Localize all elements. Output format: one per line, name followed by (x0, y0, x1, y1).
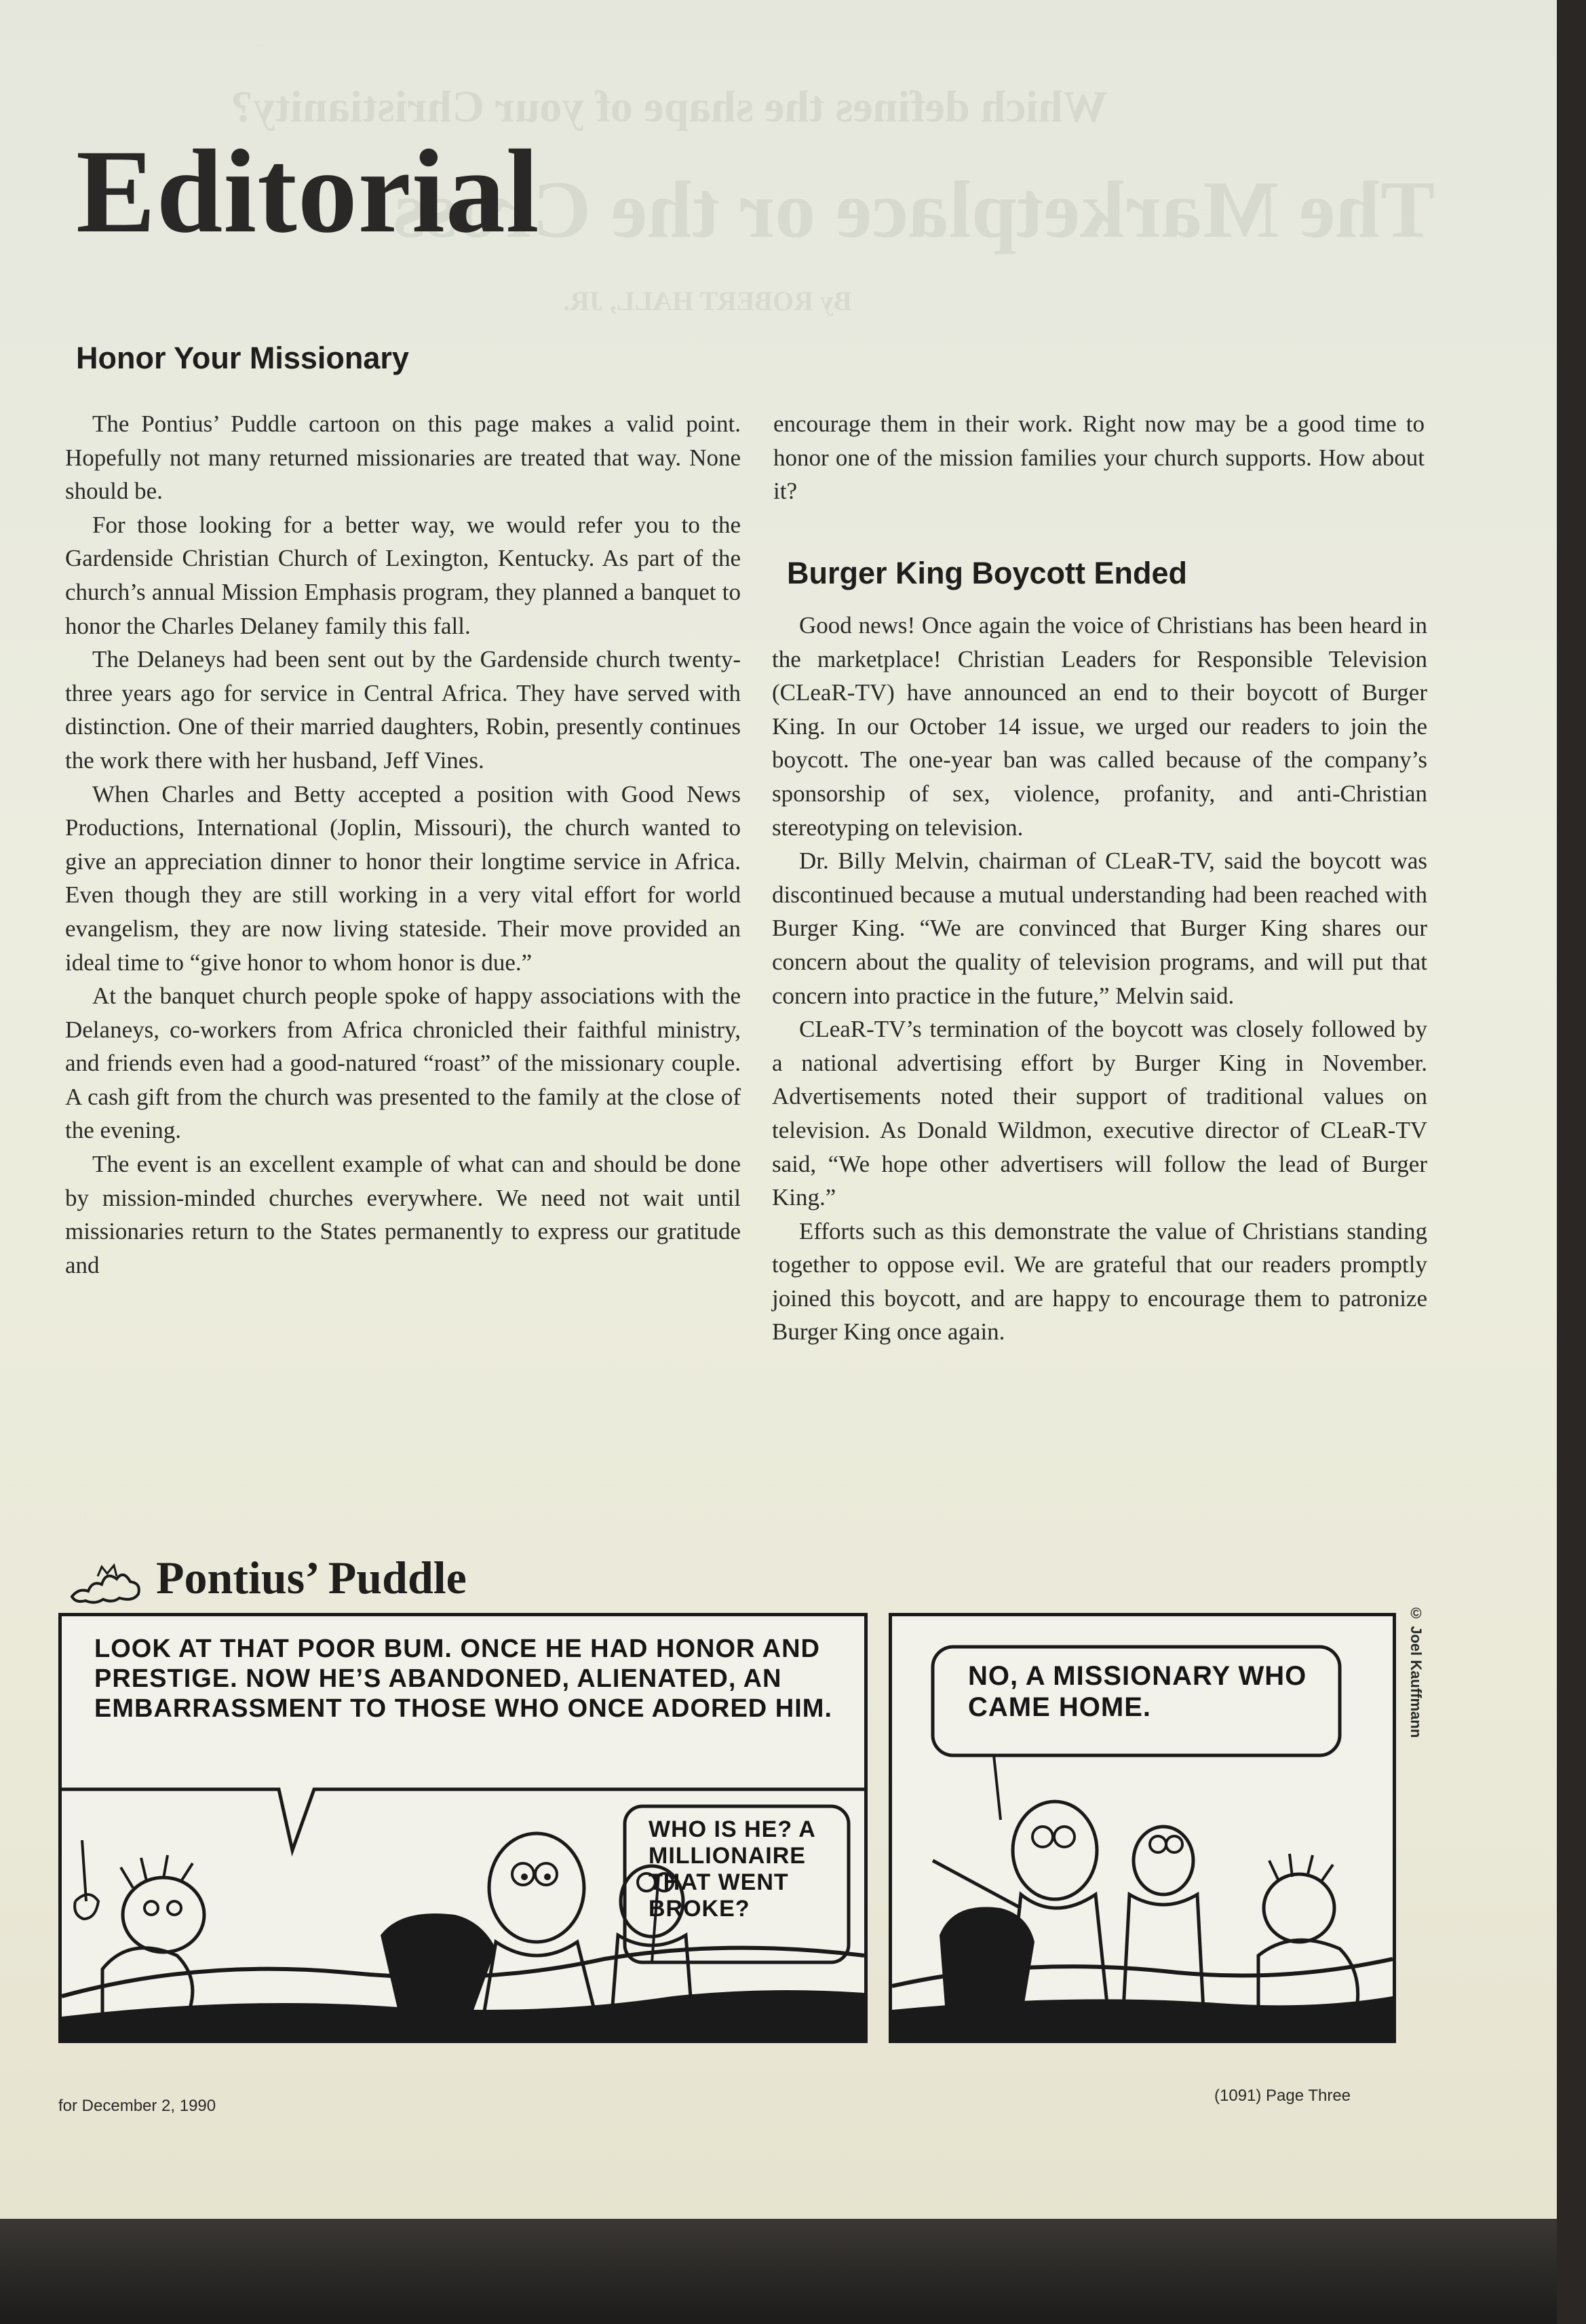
speech-bubble-text: LOOK AT THAT POOR BUM. ONCE HE HAD HONOR AND PRESTIGE. NOW HE’S ABANDONED, ALIENATED, AN EMBARRASSMENT TO THOSE WHO ONCE ADORED HIM. (94, 1635, 833, 1723)
comic-panel-2 (889, 1613, 1396, 2043)
comic-panel-1 (58, 1613, 868, 2043)
paragraph: When Charles and Betty accepted a position with Good News Productions, International (Joplin, Missouri), the church wanted to give an appreciation dinner to honor their longtime service in Africa. Even though they are still working in a very vital effort for world evangelism, they are now living stateside. Their move provided an ideal time to “give honor to whom honor is due.” (65, 780, 741, 976)
puddle-logo-icon (65, 1550, 147, 1605)
page-number: (1091) Page Three (1214, 2087, 1351, 2105)
paragraph: encourage them in their work. Right now may be a good time to honor one of the mission families your church supports. How about it? (773, 411, 1425, 505)
paragraph: The event is an excellent example of what can and should be done by mission-minded churches everywhere. We need not wait until missionaries return to the States permanently to express our gratitude and (65, 1151, 741, 1278)
speech-bubble-reply: WHO IS HE? A MILLIONAIRE THAT WENT BROKE? (649, 1816, 815, 1922)
article-column-right (772, 609, 1427, 1349)
scan-background (0, 2219, 1557, 2324)
paragraph: The Pontius’ Puddle cartoon on this page makes a valid point. Hopefully not many returned missionaries are treated that way. None should be. (65, 411, 741, 505)
article-heading-boycott: Burger King Boycott Ended (787, 556, 1188, 590)
article-column-left (65, 407, 741, 1282)
article-heading-missionary: Honor Your Missionary (76, 341, 409, 375)
issue-date: for December 2, 1990 (58, 2097, 216, 2115)
paragraph: Good news! Once again the voice of Christians has been heard in the marketplace! Christian Leaders for Responsible Television (CLeaR-TV) have announced an end to their boycott of Burger King. In our October 14 issue, we urged our readers to join the boycott. The one-year ban was called because of the company’s sponsorship of sex, violence, profanity, and anti-Christian stereotyping on television. (772, 612, 1427, 841)
comic-title (65, 1540, 467, 1615)
paragraph: Dr. Billy Melvin, chairman of CLeaR-TV, said the boycott was discontinued because a mutual understanding had been reached with Burger King. “We are convinced that Burger King shares our concern about the quality of television programs, and will put that concern into practice in the future,” Melvin said. (772, 847, 1427, 1009)
bleed-through-byline: By ROBERT HALL, JR. (563, 286, 852, 316)
paragraph: CLeaR-TV’s termination of the boycott was closely followed by a national advertising effort by Burger King in November. Advertisements noted their support of traditional values on television. As Donald Wildmon, executive director of CLeaR-TV said, “We hope other advertisers will follow the lead of Burger King.” (772, 1016, 1427, 1211)
comic-copyright: © Joel Kauffmann (1408, 1605, 1425, 1738)
speech-bubble-answer: NO, A MISSIONARY WHO CAME HOME. (968, 1661, 1307, 1722)
paragraph: The Delaneys had been sent out by the Gardenside church twenty-three years ago for service in Central Africa. They have served with distinction. One of their married daughters, Robin, presently continues the work there with her husband, Jeff Vines. (65, 646, 741, 774)
comic-title-text: Pontius’ Puddle (156, 1551, 467, 1603)
page-title: Editorial (76, 126, 540, 258)
bleed-through-text: Which defines the shape of your Christianity? (231, 82, 1108, 132)
page-edge (1557, 0, 1586, 2324)
bleed-through-title: The Marketplace or the Cross (393, 164, 1435, 254)
paragraph: At the banquet church people spoke of happy associations with the Delaneys, co-workers from Africa chronicled their faithful ministry, and friends even had a good-natured “roast” of the missionary couple. A cash gift from the church was presented to the family at the close of the evening. (65, 983, 741, 1144)
article-continuation (773, 407, 1425, 508)
paragraph: Efforts such as this demonstrate the value of Christians standing together to oppose evil. We are grateful that our readers promptly joined this boycott, and are happy to encourage them to patronize Burger King once again. (772, 1217, 1427, 1346)
paragraph: For those looking for a better way, we would refer you to the Gardenside Christian Church of Lexington, Kentucky. As part of the church’s annual Mission Emphasis program, they planned a banquet to honor the Charles Delaney family this fall. (65, 511, 741, 639)
